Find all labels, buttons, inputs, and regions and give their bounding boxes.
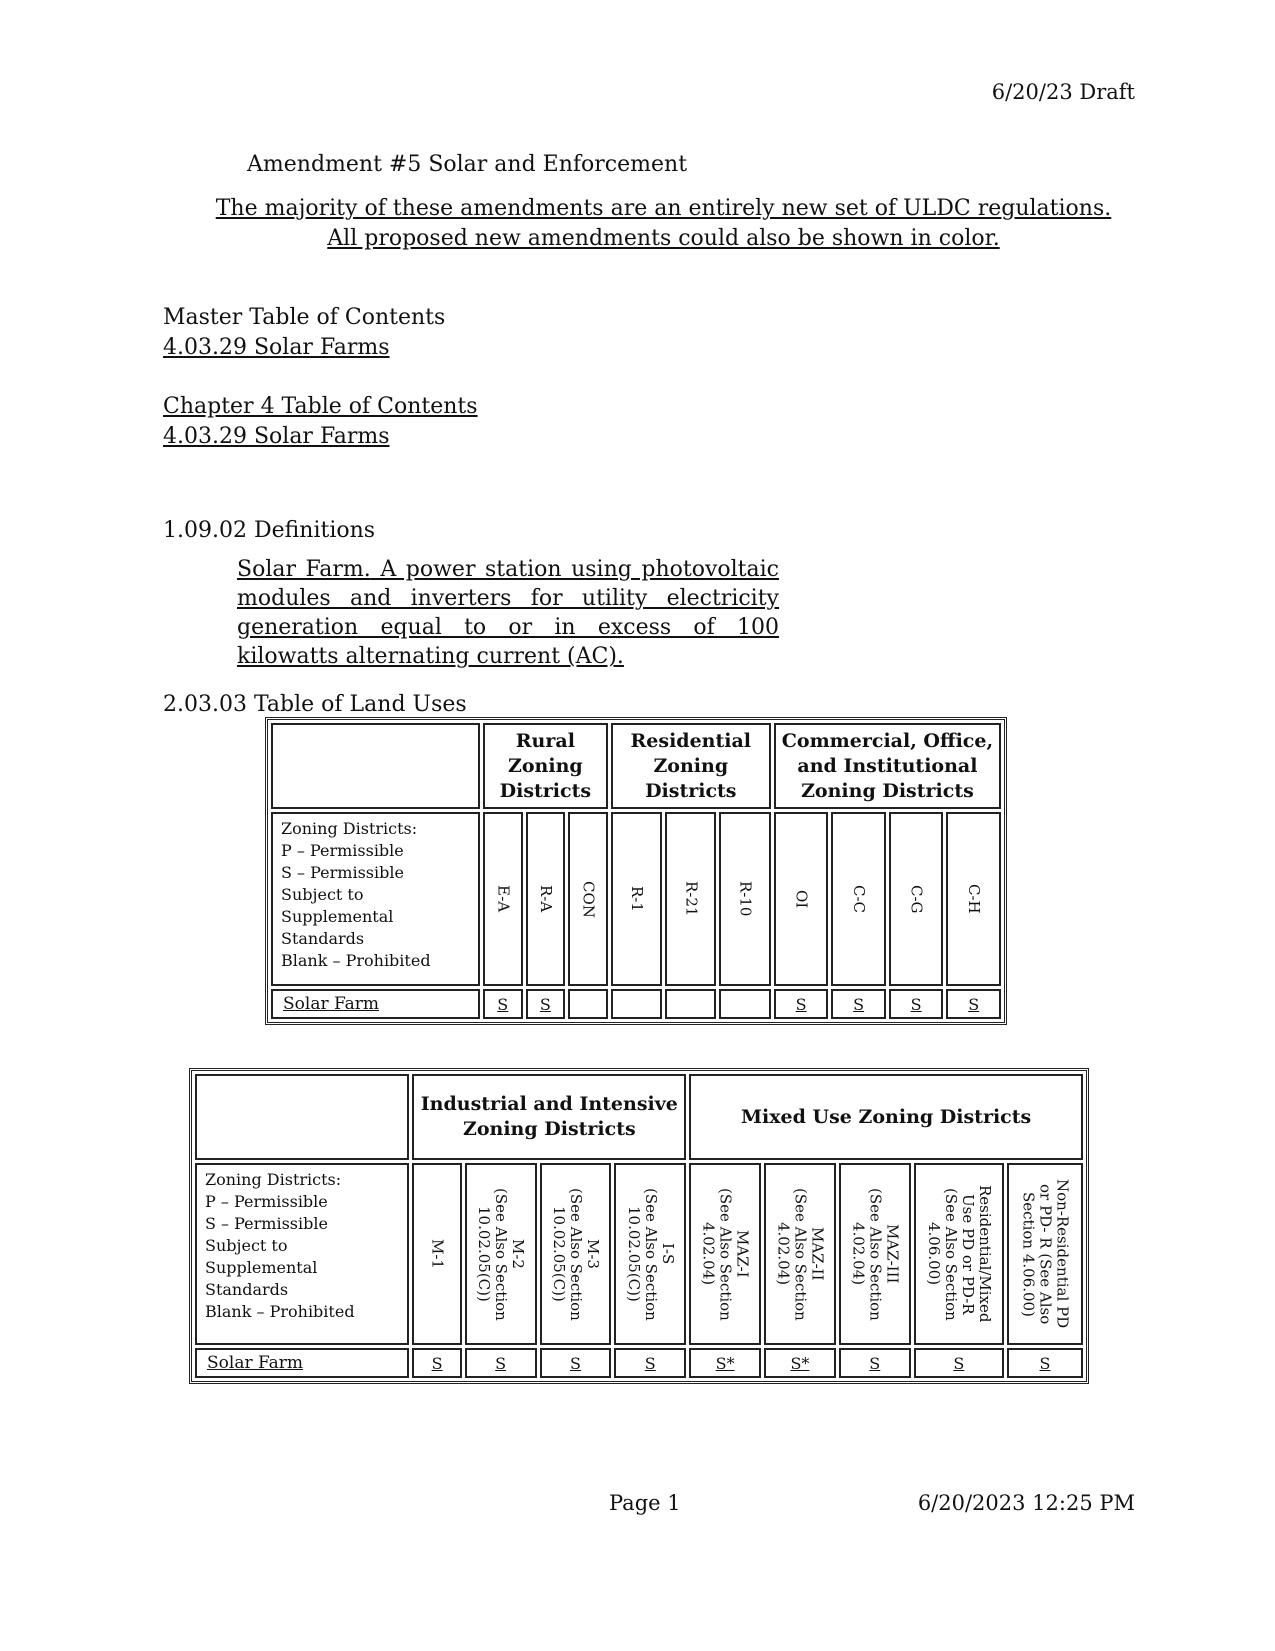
district-header: R-1 <box>611 812 662 986</box>
definition-term: Solar Farm. <box>237 557 371 582</box>
row-label: Solar Farm <box>195 1348 409 1378</box>
district-header: M-1 <box>412 1163 461 1345</box>
use-value: S <box>839 1348 911 1378</box>
chapter-toc-entry: 4.03.29 Solar Farms <box>163 424 390 449</box>
use-value <box>719 989 770 1019</box>
definition-text: A power station using photovoltaic modules and inverters for utility electricity generation equal to or in excess of 100 kilowatts alternating current (AC). <box>237 557 779 669</box>
legend-s-3: Supplemental <box>281 907 394 926</box>
row-label: Solar Farm <box>271 989 480 1019</box>
use-value <box>568 989 608 1019</box>
group-header: Mixed Use Zoning Districts <box>689 1074 1083 1160</box>
page-number: Page 1 <box>609 1491 681 1515</box>
legend-cell <box>271 812 480 986</box>
district-header: Non-Residential PD or PD- R (See Also Section 4.06.00) <box>1007 1163 1083 1345</box>
use-value: S* <box>764 1348 836 1378</box>
legend-blank: Blank – Prohibited <box>281 951 431 970</box>
district-header: E-A <box>483 812 523 986</box>
notice-line-2: All proposed new amendments could also be shown in color. <box>327 226 1000 251</box>
use-value: S <box>526 989 566 1019</box>
use-value: S <box>831 989 886 1019</box>
district-header: I-S (See Also Section 10.02.05(C)) <box>614 1163 686 1345</box>
chapter-toc-title: Chapter 4 Table of Contents <box>163 394 478 419</box>
legend-blank: Blank – Prohibited <box>205 1302 355 1321</box>
legend-cell <box>195 1163 409 1345</box>
district-header: R-A <box>526 812 566 986</box>
draft-date: 6/20/23 Draft <box>991 80 1135 104</box>
group-header: Industrial and Intensive Zoning Districts <box>412 1074 686 1160</box>
land-use-table-1 <box>265 717 1007 1025</box>
legend-s: S – Permissible <box>281 863 404 882</box>
district-header: M-3 (See Also Section 10.02.05(C)) <box>540 1163 612 1345</box>
district-header: CON <box>568 812 608 986</box>
district-header: MAZ-I (See Also Section 4.02.04) <box>689 1163 761 1345</box>
land-uses-heading: 2.03.03 Table of Land Uses <box>163 692 467 717</box>
district-header: Residential/Mixed Use PD or PD-R (See Also Section 4.06.00) <box>914 1163 1004 1345</box>
use-value: S <box>614 1348 686 1378</box>
legend-title: Zoning Districts: <box>281 819 418 838</box>
group-header: Rural Zoning Districts <box>483 723 608 809</box>
group-header: Commercial, Office, and Institutional Zoning Districts <box>774 723 1001 809</box>
district-header: C-H <box>946 812 1001 986</box>
legend-s-2: Subject to <box>281 885 364 904</box>
legend-s-2: Subject to <box>205 1236 288 1255</box>
use-value: S <box>540 1348 612 1378</box>
legend-s-4: Standards <box>281 929 365 948</box>
land-use-table-2 <box>189 1068 1089 1384</box>
notice <box>150 194 1177 254</box>
use-value: S <box>889 989 944 1019</box>
use-value <box>665 989 716 1019</box>
notice-line-1: The majority of these amendments are an entirely new set of ULDC regulations. <box>215 196 1112 221</box>
legend-s-4: Standards <box>205 1280 289 1299</box>
empty-header-cell <box>271 723 480 809</box>
chapter-toc <box>163 392 478 452</box>
use-value: S <box>465 1348 537 1378</box>
use-value: S <box>1007 1348 1083 1378</box>
district-header: C-C <box>831 812 886 986</box>
legend-p: P – Permissible <box>205 1192 328 1211</box>
legend-s-3: Supplemental <box>205 1258 318 1277</box>
district-header: MAZ-III (See Also Section 4.02.04) <box>839 1163 911 1345</box>
district-header: M-2 (See Also Section 10.02.05(C)) <box>465 1163 537 1345</box>
definitions-heading: 1.09.02 Definitions <box>163 518 376 543</box>
amendment-title: Amendment #5 Solar and Enforcement <box>247 152 688 177</box>
solar-farm-definition <box>237 555 779 671</box>
district-header: C-G <box>889 812 944 986</box>
footer-datetime: 6/20/2023 12:25 PM <box>917 1491 1135 1515</box>
district-header: OI <box>774 812 829 986</box>
legend-p: P – Permissible <box>281 841 404 860</box>
use-value: S <box>946 989 1001 1019</box>
empty-header-cell <box>195 1074 409 1160</box>
use-value: S <box>412 1348 461 1378</box>
master-toc <box>163 303 445 363</box>
master-toc-title: Master Table of Contents <box>163 305 446 330</box>
use-value: S <box>483 989 523 1019</box>
district-header: R-10 <box>719 812 770 986</box>
district-header: R-21 <box>665 812 716 986</box>
legend-title: Zoning Districts: <box>205 1170 342 1189</box>
district-header: MAZ-II (See Also Section 4.02.04) <box>764 1163 836 1345</box>
legend-s: S – Permissible <box>205 1214 328 1233</box>
master-toc-entry: 4.03.29 Solar Farms <box>163 335 390 360</box>
use-value: S <box>774 989 829 1019</box>
group-header: Residential Zoning Districts <box>611 723 771 809</box>
use-value: S <box>914 1348 1004 1378</box>
use-value: S* <box>689 1348 761 1378</box>
use-value <box>611 989 662 1019</box>
